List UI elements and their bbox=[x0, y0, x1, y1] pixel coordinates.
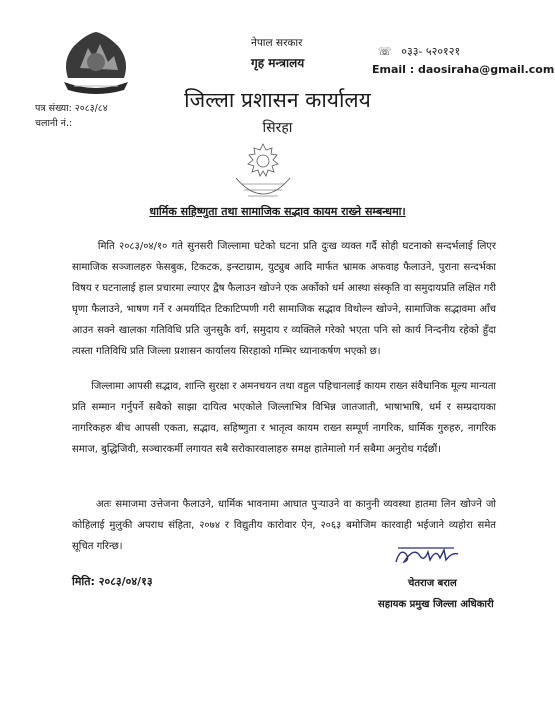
office-title: जिल्ला प्रशासन कार्यालय bbox=[184, 88, 371, 112]
dispatch-number: चलानी नं.: bbox=[35, 118, 73, 129]
paragraph-3-text: अतः समाजमा उत्तेजना फैलाउने, धार्मिक भावनामा आघात पुऱ्याउने वा कानुनी व्यवस्था हातमा लिन खोज्ने जो कोहिलाई मुलुकी अपराध संहिता, २०७४ र विद्युतीय कारोवार ऐन, २०६३ बमोजिम कारवाही भईजाने व्यहोरा समेत सूचित गरिन्छ। bbox=[72, 499, 496, 552]
reference-number: पत्र संख्या: २०८३/८४ bbox=[35, 103, 108, 114]
district-name: सिरहा bbox=[262, 120, 293, 136]
letter-date: मिति: २०८३/०४/१३ bbox=[72, 575, 153, 588]
body-paragraph-2 bbox=[72, 376, 496, 460]
handwritten-signature bbox=[392, 540, 464, 570]
paragraph-1-text: मिति २०८३/०४/१० गते सुनसरी जिल्लामा घटेको घटना प्रति दुःख व्यक्त गर्दै सोही घटनाको सन्दर्भलाई लिएर सामाजिक सञ्जालहरु फेसबुक, टिकटक, इन्स्टाग्राम, युट्युब आदि मार्फत भ्रामक अफवाह फैलाउने, पुराना सन्दर्भका विषय र घटनालाई हाल प्रचारमा ल्याएर द्वैष फैलाउन खोज्ने एक अर्कोको धर्म आस्था संस्कृति वा समुदायप्रति लक्षित गरी घृणा फैलाउने, भाषण गर्ने र अमर्यादित टिकाटिप्पणी गरी सामाजिक सद्भाव विथोल्न खोज्ने, सामाजिक सद्भावमा आँच आउन सक्ने खालका गतिविधि प्रति जुनसुकै वर्ग, समुदाय र व्यक्तिले गरेको भएता पनि सो कार्य निन्दनीय रहेको हुँदा त्यस्ता गतिविधि प्रति जिल्ला प्रशासन कार्यालय सिरहाको गम्भिर ध्यानाकर्षण भएको छ। bbox=[72, 241, 496, 357]
paragraph-2-text: जिल्लामा आपसी सद्भाव, शान्ति सुरक्षा र अमनचयन तथा वहुल पहिचानलाई कायम राख्न संवैधानिक मूल्य मान्यता प्रति सम्मान गर्नुपर्ने सबैको साझा दायित्व भएकोले जिल्लाभित्र विभिन्न जातजाती, भाषाभाषि, धर्म र सम्प्रदायका नागरिकहरु बीच आपसी एकता, सद्भाव, सहिष्णुता र भातृत्व कायम राख्न सम्पूर्ण नागरिक, धार्मिक गुरुहरु, नागरिक समाज, बुद्धिजिवी, सञ्चारकर्मी लगायत सबै सरोकारवालाहरु समक्ष हातेमालो गर्न सबैमा अनुरोध गर्दछौं। bbox=[72, 381, 496, 455]
email-address: Email : daosiraha@gmail.com bbox=[372, 63, 555, 76]
government-name: नेपाल सरकार bbox=[251, 37, 303, 49]
ministry-name: गृह मन्त्रालय bbox=[251, 56, 305, 70]
office-seal-stamp bbox=[226, 138, 300, 206]
phone-contact bbox=[378, 44, 460, 59]
signer-designation: सहायक प्रमुख जिल्ला अधिकारी bbox=[378, 599, 494, 610]
telephone-icon: ☏ bbox=[378, 45, 392, 58]
body-paragraph-1 bbox=[72, 236, 496, 362]
signer-name: चेतराज बराल bbox=[408, 578, 457, 589]
letter-subject: धार्मिक सहिष्णुता तथा सामाजिक सद्भाव कायम राख्ने सम्बन्धमा। bbox=[149, 205, 406, 218]
phone-number: ०३३- ५२०१२१ bbox=[401, 45, 461, 58]
